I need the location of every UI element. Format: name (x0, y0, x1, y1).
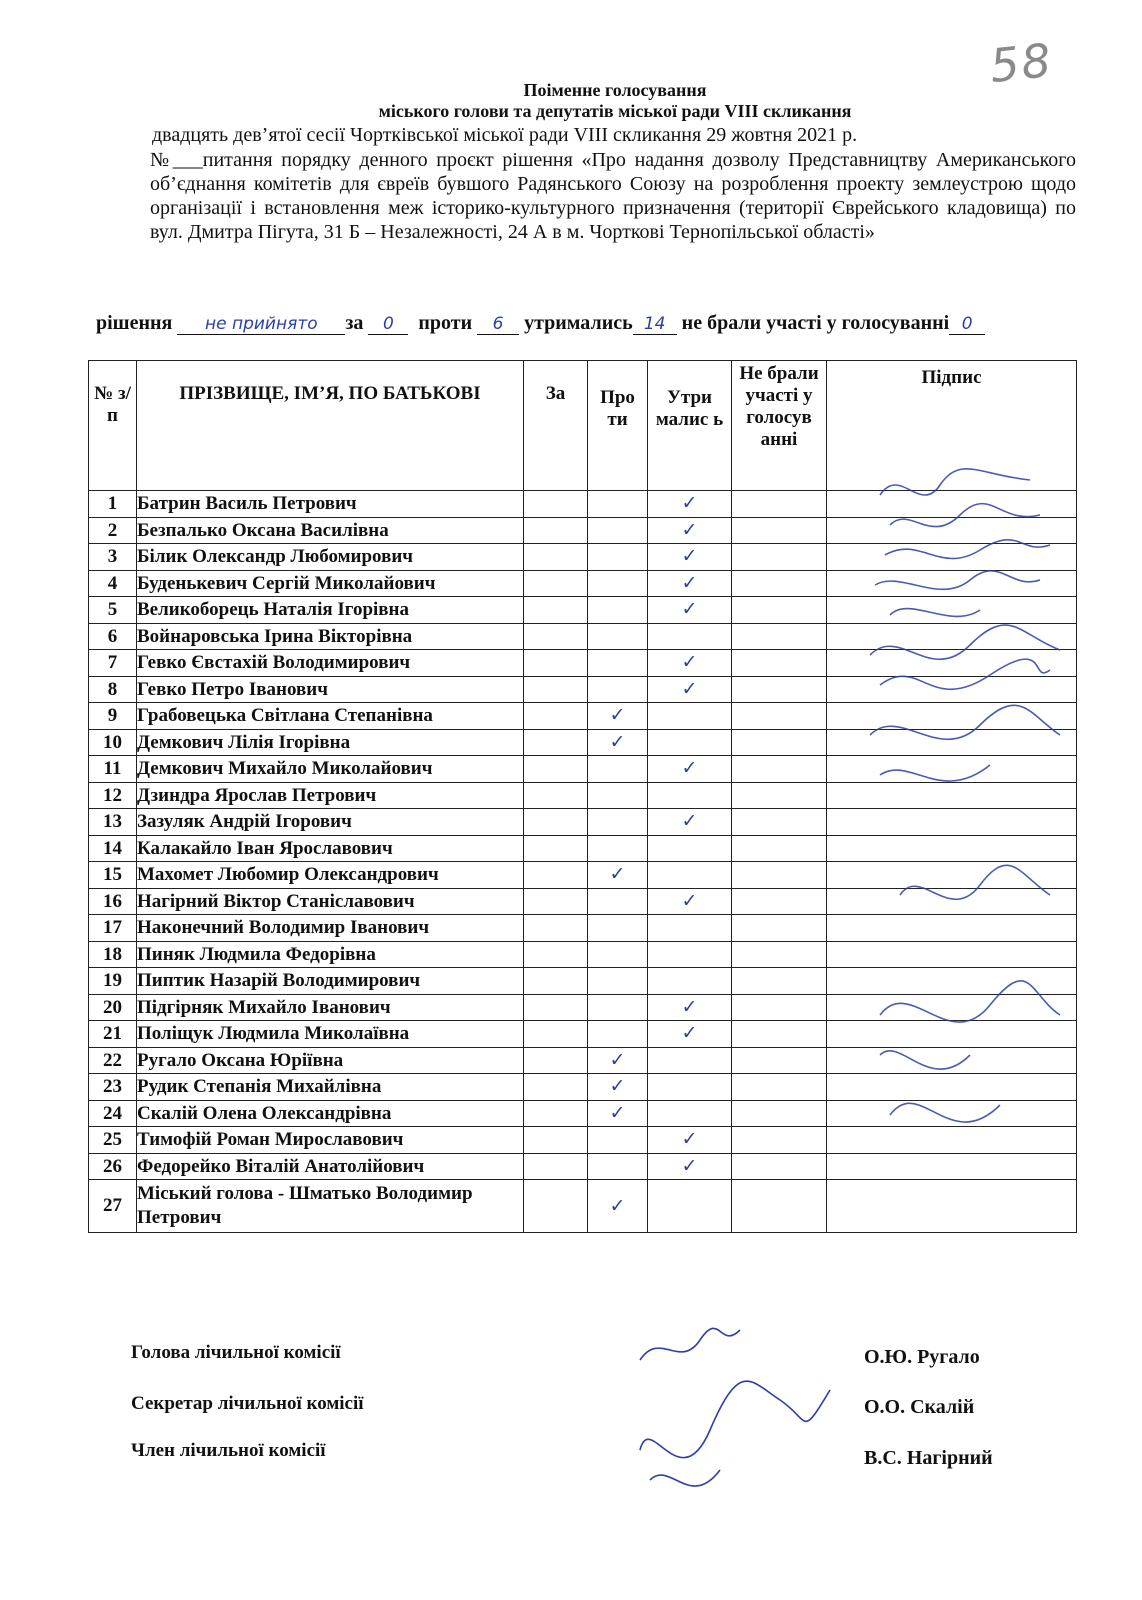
vote-against-cell (588, 676, 648, 703)
abstained-label: утримались (524, 312, 633, 334)
vote-not-voted-cell (732, 1047, 827, 1074)
deputy-name: Демкович Михайло Миколайович (137, 756, 524, 783)
vote-abstained-cell (648, 1180, 732, 1233)
row-number: 24 (89, 1100, 137, 1127)
vote-abstained-cell: ✓ (648, 491, 732, 518)
not-voted-count-field (949, 312, 985, 335)
vote-for-cell (524, 570, 588, 597)
vote-not-voted-cell (732, 544, 827, 571)
vote-for-cell (524, 782, 588, 809)
row-number: 21 (89, 1021, 137, 1048)
not-voted-count: 0 (961, 314, 973, 334)
vote-against-cell: ✓ (588, 703, 648, 730)
vote-against-cell (588, 756, 648, 783)
deputy-name: Дзиндра Ярослав Петрович (137, 782, 524, 809)
vote-abstained-cell: ✓ (648, 544, 732, 571)
abstained-count-field (633, 312, 677, 335)
deputy-name: Демкович Лілія Ігорівна (137, 729, 524, 756)
abstained-count: 14 (643, 314, 666, 334)
vote-for-cell (524, 888, 588, 915)
row-number: 5 (89, 597, 137, 624)
document-subtitle: міського голови та депутатів міської ради VIII скликання (378, 101, 852, 121)
vote-for-cell (524, 517, 588, 544)
member-label: Член лічильної комісії (131, 1440, 326, 1461)
vote-against-cell (588, 915, 648, 942)
vote-abstained-cell (648, 729, 732, 756)
deputy-name: Калакайло Іван Ярославович (137, 835, 524, 862)
row-number: 11 (89, 756, 137, 783)
row-number: 17 (89, 915, 137, 942)
header-num: № з/п (89, 361, 137, 491)
vote-not-voted-cell (732, 1021, 827, 1048)
header-signature: Підпис (827, 361, 1077, 491)
chair-label: Голова лічильної комісії (131, 1342, 341, 1363)
not-voted-label: не брали участі у голосуванні (681, 312, 950, 334)
vote-abstained-cell: ✓ (648, 597, 732, 624)
row-number: 13 (89, 809, 137, 836)
row-number: 27 (89, 1180, 137, 1233)
vote-abstained-cell (648, 703, 732, 730)
vote-against-cell (588, 623, 648, 650)
deputy-name: Безпалько Оксана Василівна (137, 517, 524, 544)
vote-abstained-cell: ✓ (648, 756, 732, 783)
vote-abstained-cell (648, 915, 732, 942)
vote-not-voted-cell (732, 1074, 827, 1101)
for-label: за (345, 312, 364, 334)
signatures-scribble (860, 455, 1070, 1255)
vote-abstained-cell (648, 968, 732, 995)
vote-not-voted-cell (732, 517, 827, 544)
vote-against-cell (588, 491, 648, 518)
vote-against-cell: ✓ (588, 1180, 648, 1233)
deputy-name: Войнаровська Ірина Вікторівна (137, 623, 524, 650)
vote-not-voted-cell (732, 650, 827, 677)
deputy-name: Міський голова - Шматько Володимир Петрович (137, 1180, 524, 1233)
deputy-name: Підгірняк Михайло Іванович (137, 994, 524, 1021)
vote-abstained-cell: ✓ (648, 888, 732, 915)
vote-abstained-cell (648, 835, 732, 862)
member-name: В.С. Нагірний (864, 1447, 993, 1469)
deputy-name: Буденькевич Сергій Миколайович (137, 570, 524, 597)
row-number: 26 (89, 1153, 137, 1180)
vote-abstained-cell: ✓ (648, 994, 732, 1021)
deputy-name: Нагірний Віктор Станіславович (137, 888, 524, 915)
row-number: 16 (89, 888, 137, 915)
vote-for-cell (524, 623, 588, 650)
row-number: 22 (89, 1047, 137, 1074)
vote-for-cell (524, 650, 588, 677)
vote-abstained-cell (648, 1047, 732, 1074)
vote-against-cell (588, 650, 648, 677)
vote-abstained-cell: ✓ (648, 809, 732, 836)
vote-for-cell (524, 1047, 588, 1074)
deputy-name: Пиптик Назарій Володимирович (137, 968, 524, 995)
vote-against-cell: ✓ (588, 729, 648, 756)
deputy-name: Гевко Євстахій Володимирович (137, 650, 524, 677)
row-number: 7 (89, 650, 137, 677)
row-number: 6 (89, 623, 137, 650)
vote-against-cell: ✓ (588, 1074, 648, 1101)
decision-summary (96, 312, 985, 335)
header-for: За (524, 361, 588, 491)
vote-for-cell (524, 1180, 588, 1233)
vote-abstained-cell (648, 1074, 732, 1101)
header-not-voted: Не брали участі у голосув анні (732, 361, 827, 491)
vote-for-cell (524, 544, 588, 571)
vote-against-cell (588, 1021, 648, 1048)
header-against: Про ти (588, 361, 648, 491)
row-number: 18 (89, 941, 137, 968)
deputy-name: Поліщук Людмила Миколаївна (137, 1021, 524, 1048)
against-count: 6 (492, 314, 504, 334)
deputy-name: Ругало Оксана Юріївна (137, 1047, 524, 1074)
for-count-field (368, 312, 408, 335)
vote-against-cell (588, 517, 648, 544)
vote-abstained-cell (648, 623, 732, 650)
vote-not-voted-cell (732, 782, 827, 809)
vote-not-voted-cell (732, 1127, 827, 1154)
secretary-label: Секретар лічильної комісії (131, 1393, 364, 1414)
vote-not-voted-cell (732, 491, 827, 518)
vote-not-voted-cell (732, 623, 827, 650)
vote-for-cell (524, 1153, 588, 1180)
vote-against-cell: ✓ (588, 862, 648, 889)
deputy-name: Скалій Олена Олександрівна (137, 1100, 524, 1127)
vote-against-cell (588, 1153, 648, 1180)
row-number: 2 (89, 517, 137, 544)
vote-not-voted-cell (732, 862, 827, 889)
row-number: 8 (89, 676, 137, 703)
header-name: ПРІЗВИЩЕ, ІМ’Я, ПО БАТЬКОВІ (137, 361, 524, 491)
session-line: двадцять дев’ятої сесії Чортківської міської ради VIII скликання 29 жовтня 2021 р. (152, 124, 858, 146)
vote-against-cell (588, 835, 648, 862)
vote-for-cell (524, 729, 588, 756)
vote-not-voted-cell (732, 1180, 827, 1233)
row-number: 3 (89, 544, 137, 571)
vote-not-voted-cell (732, 1100, 827, 1127)
vote-for-cell (524, 809, 588, 836)
deputy-name: Федорейко Віталій Анатолійович (137, 1153, 524, 1180)
row-number: 4 (89, 570, 137, 597)
vote-abstained-cell: ✓ (648, 650, 732, 677)
vote-against-cell (588, 809, 648, 836)
vote-for-cell (524, 1127, 588, 1154)
vote-abstained-cell: ✓ (648, 570, 732, 597)
vote-not-voted-cell (732, 994, 827, 1021)
for-count: 0 (382, 314, 394, 334)
vote-for-cell (524, 968, 588, 995)
vote-for-cell (524, 703, 588, 730)
vote-for-cell (524, 915, 588, 942)
row-number: 1 (89, 491, 137, 518)
vote-not-voted-cell (732, 835, 827, 862)
secretary-name: О.О. Скалій (864, 1396, 975, 1418)
decision-value-field (177, 312, 345, 335)
page-number: 58 (987, 32, 1056, 94)
row-number: 19 (89, 968, 137, 995)
row-number: 25 (89, 1127, 137, 1154)
vote-for-cell (524, 1021, 588, 1048)
vote-abstained-cell (648, 1100, 732, 1127)
deputy-name: Наконечний Володимир Іванович (137, 915, 524, 942)
vote-abstained-cell: ✓ (648, 1153, 732, 1180)
vote-abstained-cell: ✓ (648, 676, 732, 703)
deputy-name: Зазуляк Андрій Ігорович (137, 809, 524, 836)
deputy-name: Батрин Василь Петрович (137, 491, 524, 518)
vote-not-voted-cell (732, 1153, 827, 1180)
vote-against-cell: ✓ (588, 1100, 648, 1127)
deputy-name: Грабовецька Світлана Степанівна (137, 703, 524, 730)
against-count-field (477, 312, 519, 335)
row-number: 23 (89, 1074, 137, 1101)
vote-not-voted-cell (732, 809, 827, 836)
decision-value: не прийнято (205, 314, 318, 334)
vote-for-cell (524, 756, 588, 783)
vote-against-cell (588, 888, 648, 915)
vote-for-cell (524, 676, 588, 703)
vote-for-cell (524, 1074, 588, 1101)
vote-for-cell (524, 597, 588, 624)
footer-signatures (630, 1300, 850, 1520)
row-number: 12 (89, 782, 137, 809)
vote-abstained-cell: ✓ (648, 1127, 732, 1154)
row-number: 9 (89, 703, 137, 730)
header-abstained: Утри малис ь (648, 361, 732, 491)
vote-against-cell (588, 570, 648, 597)
vote-not-voted-cell (732, 968, 827, 995)
vote-for-cell (524, 491, 588, 518)
vote-abstained-cell (648, 782, 732, 809)
deputy-name: Гевко Петро Іванович (137, 676, 524, 703)
vote-not-voted-cell (732, 570, 827, 597)
vote-for-cell (524, 835, 588, 862)
deputy-name: Білик Олександр Любомирович (137, 544, 524, 571)
vote-not-voted-cell (732, 941, 827, 968)
vote-for-cell (524, 941, 588, 968)
vote-not-voted-cell (732, 597, 827, 624)
document-title: Поіменне голосування (523, 80, 707, 100)
vote-abstained-cell: ✓ (648, 517, 732, 544)
vote-not-voted-cell (732, 703, 827, 730)
vote-against-cell (588, 597, 648, 624)
vote-not-voted-cell (732, 676, 827, 703)
vote-abstained-cell: ✓ (648, 1021, 732, 1048)
row-number: 15 (89, 862, 137, 889)
decision-label: рішення (96, 312, 173, 334)
vote-against-cell (588, 782, 648, 809)
deputy-name: Великоборець Наталія Ігорівна (137, 597, 524, 624)
row-number: 20 (89, 994, 137, 1021)
vote-not-voted-cell (732, 888, 827, 915)
chair-name: О.Ю. Ругало (864, 1346, 980, 1368)
row-number: 14 (89, 835, 137, 862)
vote-not-voted-cell (732, 729, 827, 756)
deputy-name: Рудик Степанія Михайлівна (137, 1074, 524, 1101)
vote-against-cell (588, 941, 648, 968)
vote-abstained-cell (648, 941, 732, 968)
vote-against-cell: ✓ (588, 1047, 648, 1074)
against-label: проти (418, 312, 473, 334)
vote-not-voted-cell (732, 756, 827, 783)
vote-against-cell (588, 544, 648, 571)
deputy-name: Махомет Любомир Олександрович (137, 862, 524, 889)
deputy-name: Тимофій Роман Мирославович (137, 1127, 524, 1154)
vote-for-cell (524, 1100, 588, 1127)
vote-against-cell (588, 994, 648, 1021)
vote-abstained-cell (648, 862, 732, 889)
vote-for-cell (524, 862, 588, 889)
deputy-name: Пиняк Людмила Федорівна (137, 941, 524, 968)
vote-for-cell (524, 994, 588, 1021)
vote-not-voted-cell (732, 915, 827, 942)
vote-against-cell (588, 968, 648, 995)
vote-against-cell (588, 1127, 648, 1154)
row-number: 10 (89, 729, 137, 756)
agenda-question: №___питання порядку денного проєкт рішення «Про надання дозволу Представництву Американського об’єднання комітетів для євреїв бувшого Радянського Союзу на розроблення проекту землеустрою щодо організації і встановлення меж історико-культурного призначення (території Єврейського кладовища) по вул. Дмитра Пігута, 31 Б – Незалежності, 24 А в м. Чорткові Тернопільської області» (150, 149, 1076, 243)
